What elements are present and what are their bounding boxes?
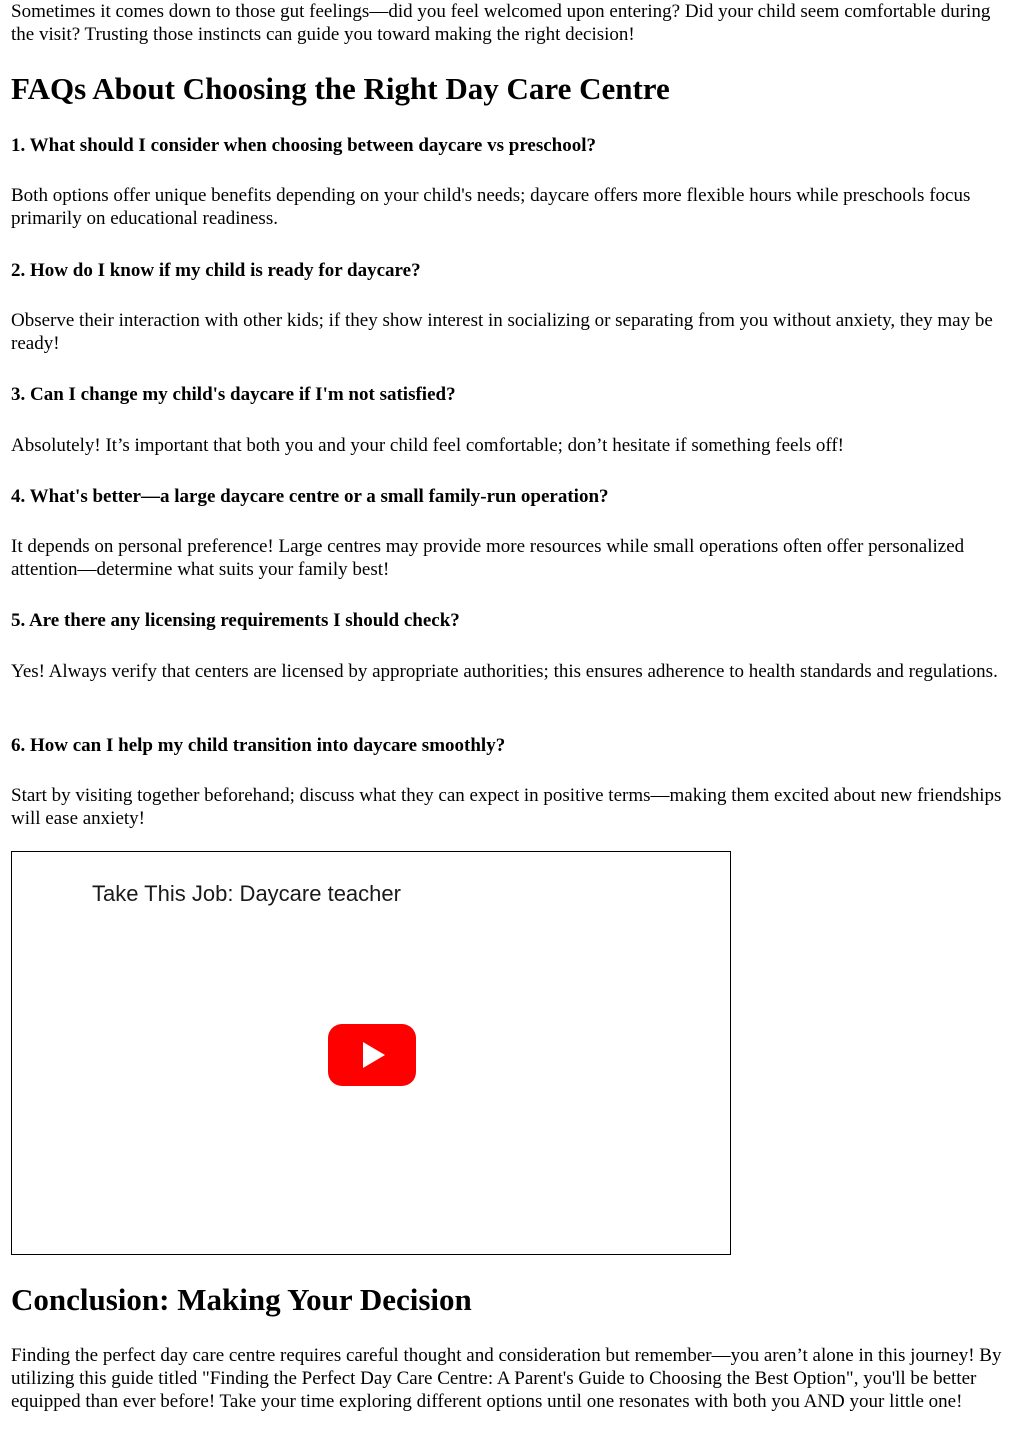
faq-answer-3: Absolutely! It’s important that both you and your child feel comfortable; don’t hesitate if something feels off!: [11, 435, 844, 456]
video-embed[interactable]: [11, 851, 731, 1255]
faq-answer-1: Both options offer unique benefits depending on your child's needs; daycare offers more flexible hours while preschools focus primarily on educational readiness.: [11, 185, 971, 229]
faq-question-4: 4. What's better—a large daycare centre or a small family-run operation?: [11, 486, 609, 507]
faq-answer-2: Observe their interaction with other kids; if they show interest in socializing or separating from you without anxiety, they may be ready!: [11, 310, 993, 354]
intro-paragraph: Sometimes it comes down to those gut feelings—did you feel welcomed upon entering? Did your child seem comfortable during the visit? Trusting those instincts can guide you toward making the right decision!: [11, 1, 991, 45]
faq-answer-5: Yes! Always verify that centers are licensed by appropriate authorities; this ensures adherence to health standards and regulations.: [11, 661, 998, 682]
faq-question-5: 5. Are there any licensing requirements I should check?: [11, 610, 460, 631]
faq-question-6: 6. How can I help my child transition into daycare smoothly?: [11, 735, 506, 756]
faq-answer-4: It depends on personal preference! Large centres may provide more resources while small operations often offer personalized attention—determine what suits your family best!: [11, 536, 965, 580]
conclusion-heading: Conclusion: Making Your Decision: [11, 1282, 472, 1317]
youtube-play-icon[interactable]: [328, 1024, 416, 1086]
faq-question-1: 1. What should I consider when choosing between daycare vs preschool?: [11, 135, 597, 156]
faq-question-2: 2. How do I know if my child is ready for daycare?: [11, 260, 421, 281]
faq-heading: FAQs About Choosing the Right Day Care Centre: [11, 71, 670, 106]
play-button-shape[interactable]: [328, 1024, 416, 1086]
faq-question-3: 3. Can I change my child's daycare if I'm not satisfied?: [11, 384, 456, 405]
faq-answer-6: Start by visiting together beforehand; discuss what they can expect in positive terms—making them excited about new friendships will ease anxiety!: [11, 785, 1002, 829]
conclusion-paragraph: Finding the perfect day care centre requires careful thought and consideration but remember—you aren’t alone in this journey! By utilizing this guide titled "Finding the Perfect Day Care Centre: A Parent's Guide to Choosing the Best Option", you'll be better equipped than ever before! Take your time exploring different options until one resonates with both you AND your little one!: [11, 1345, 1002, 1412]
video-title[interactable]: Take This Job: Daycare teacher: [92, 881, 401, 906]
